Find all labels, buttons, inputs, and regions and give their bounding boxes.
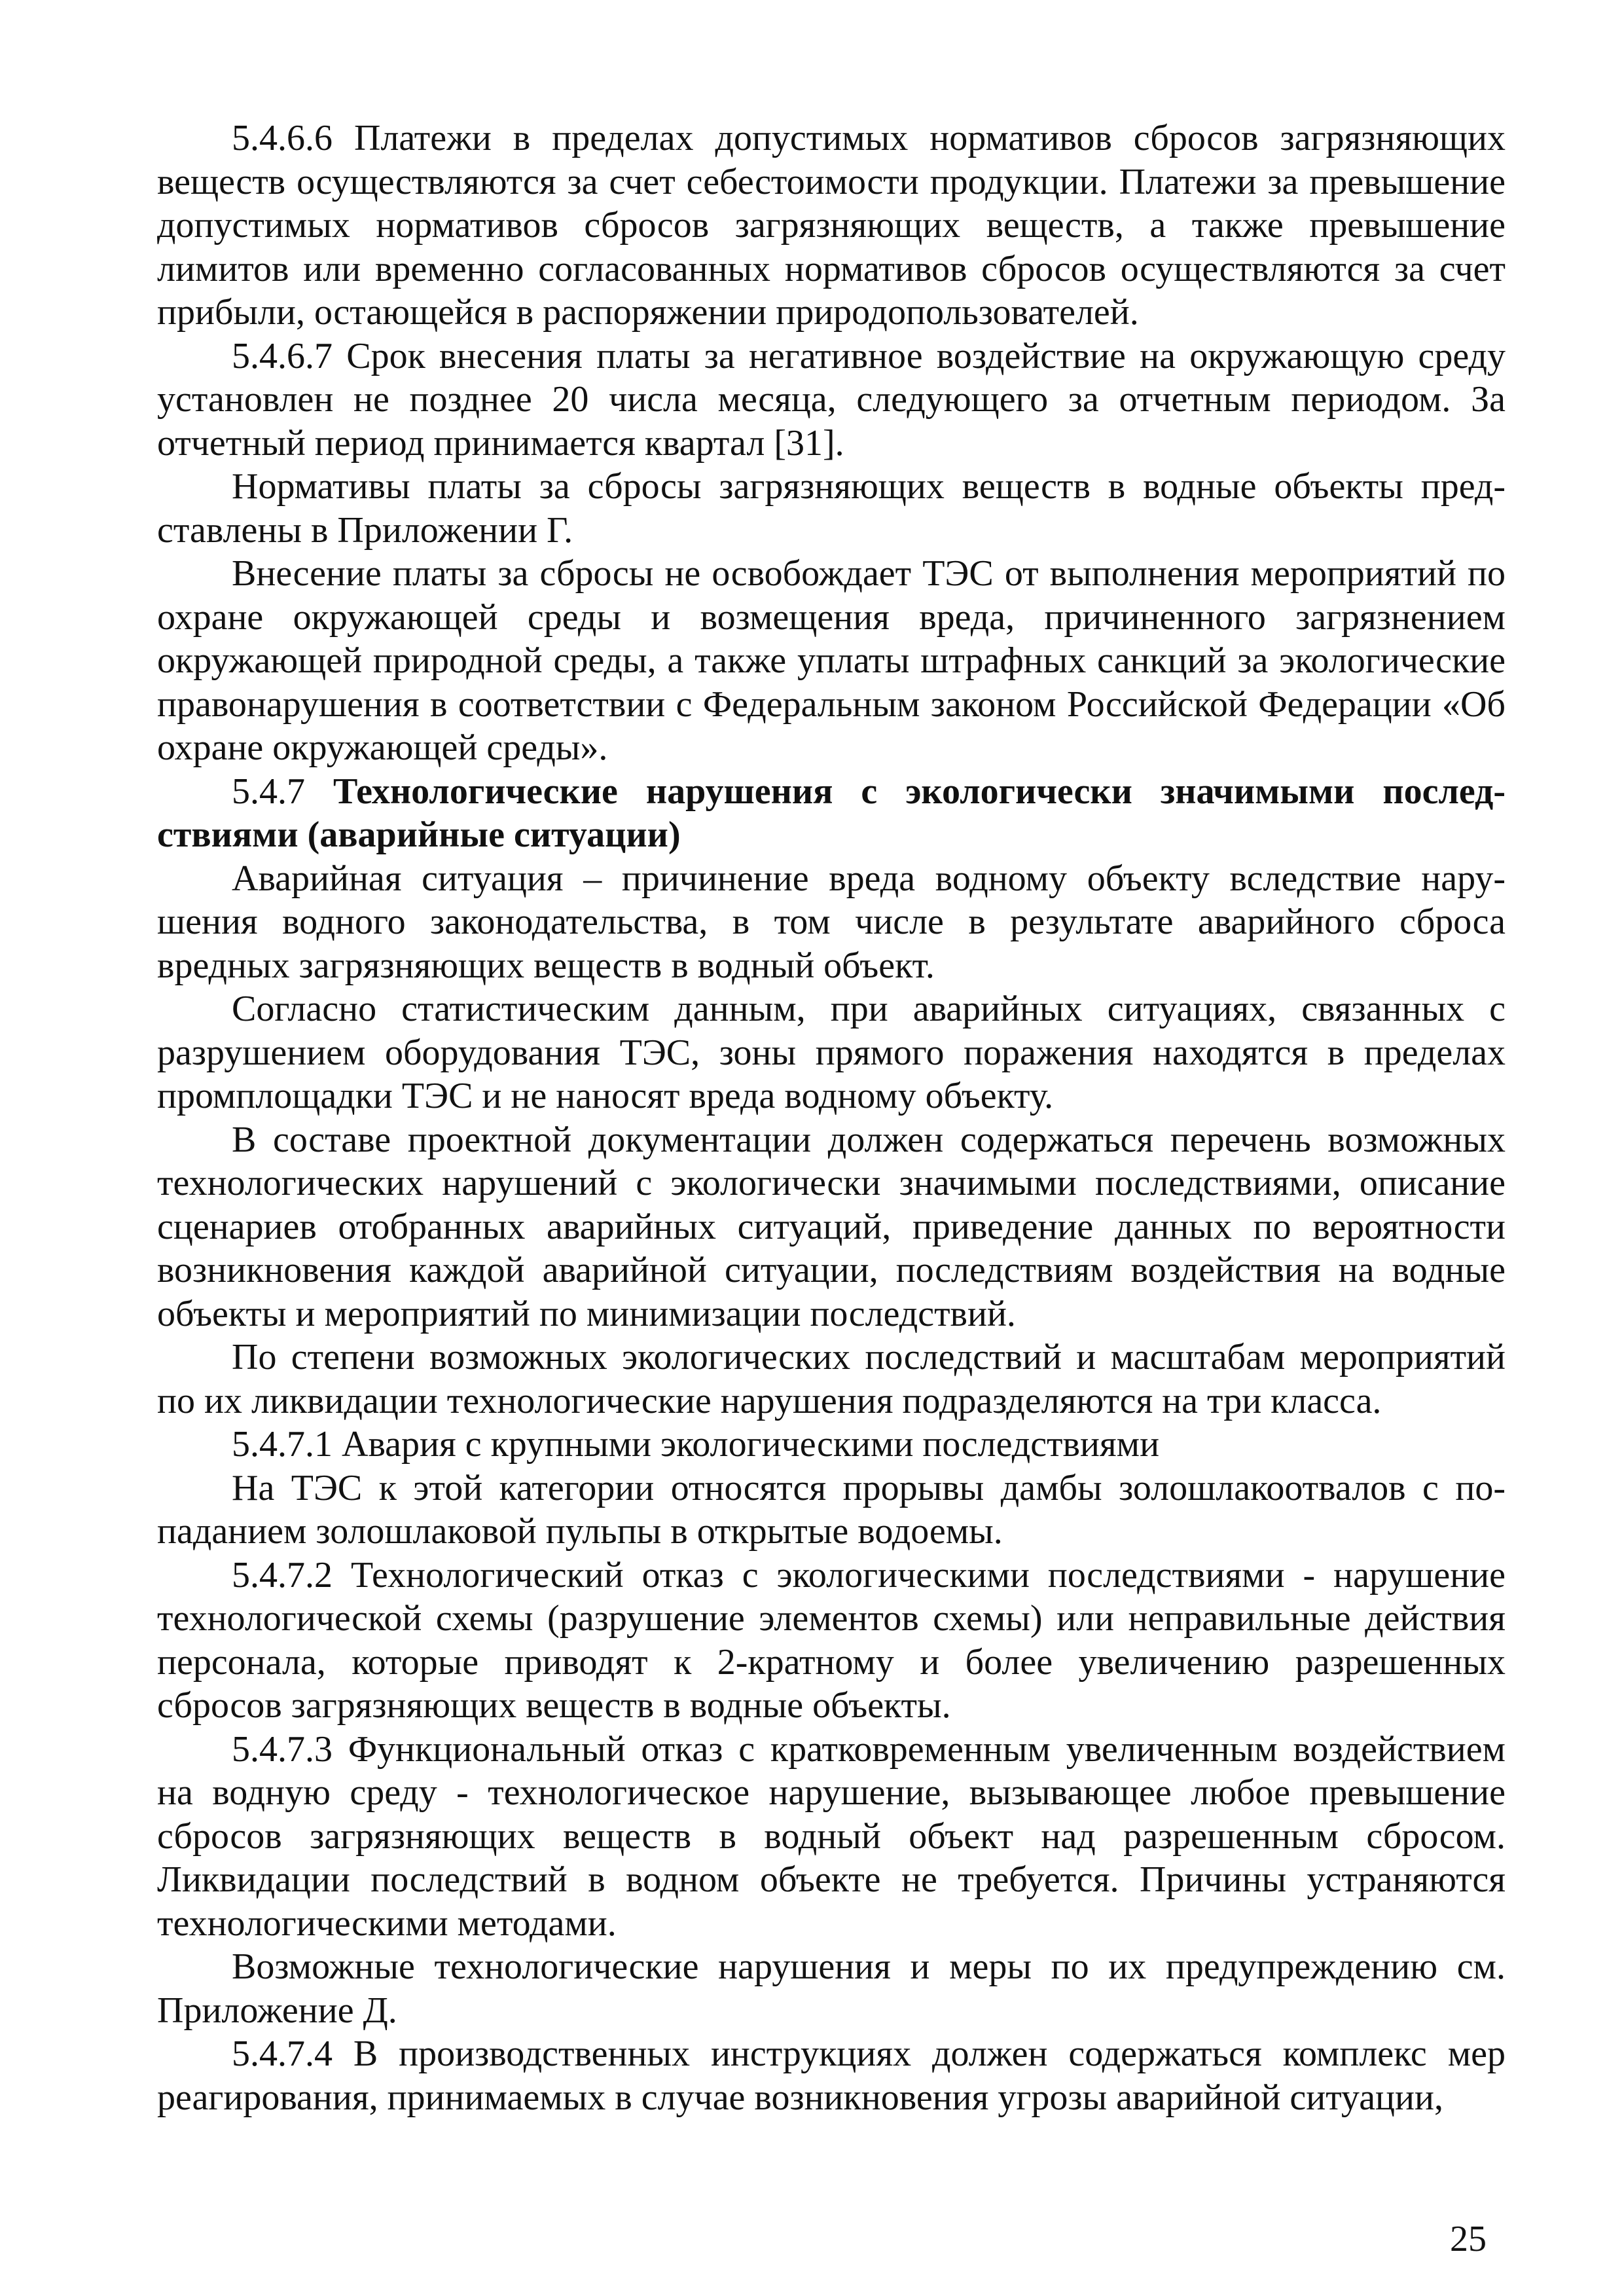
- page-number: 25: [1450, 2219, 1487, 2259]
- paragraph-5-4-7-3: 5.4.7.3 Функциональный отказ с кратковременным увеличенным воздействием на водную среду - технологическое нарушение, вызывающее любое превышение сбросов загрязняющих веществ в водный объект над разрешенным сбросом. Ликвидации последствий в водном объекте не требуется. Причины устраняются технологическими методами.: [157, 1728, 1506, 1944]
- paragraph-statistics: Согласно статистическим данным, при аварийных ситуациях, связанных с разрушением оборудования ТЭС, зоны прямого поражения находятся в пределах промплощадки ТЭС и не наносят вреда водному объекту.: [157, 989, 1506, 1116]
- paragraph-appendix-d: Возможные технологические нарушения и меры по их предупреждению см. Приложение Д.: [157, 1946, 1506, 2031]
- section-heading-5-4-7: [157, 770, 1506, 857]
- paragraph-5-4-6-7: 5.4.6.7 Срок внесения платы за негативное воздействие на окружающую среду установлен не позднее 20 числа месяца, следующего за отчетным периодом. За отчетный период принимается квартал [31].: [157, 335, 1506, 464]
- paragraph-dam-breach: На ТЭС к этой категории относятся прорывы дамбы золошлакоотвалов с попаданием золошлаковой пульпы в открытые водоемы.: [157, 1467, 1506, 1552]
- paragraph-norms: Нормативы платы за сбросы загрязняющих веществ в водные объекты представлены в Приложении Г.: [157, 466, 1506, 551]
- paragraph-5-4-6-6: 5.4.6.6 Платежи в пределах допустимых нормативов сбросов загрязняющих веществ осуществляются за счет себестоимости продукции. Платежи за превышение допустимых нормативов сбросов загрязняющих веществ, а также превышение лимитов или временно согласованных нормативов сбросов осуществляются за счет прибыли, остающейся в распоряжении природопользователей.: [157, 118, 1506, 333]
- paragraph-5-4-7-2: 5.4.7.2 Технологический отказ с экологическими последствиями - нарушение технологической схемы (разрушение элементов схемы) или неправильные действия персонала, которые приводят к 2-кратному и более увеличению разрешенных сбросов загрязняющих веществ в водные объекты.: [157, 1554, 1506, 1726]
- paragraph-classes: По степени возможных экологических последствий и масштабам мероприятий по их ликвидации технологические нарушения подразделяются на три класса.: [157, 1337, 1506, 1421]
- paragraph-project-docs: В составе проектной документации должен содержаться перечень возможных технологических нарушений с экологически значимыми последствиями, описание сценариев отобранных аварийных ситуаций, приведение данных по вероятности возникновения каждой аварийной ситуации, последствиям воздействия на водные объекты и мероприятий по минимизации последствий.: [157, 1119, 1506, 1334]
- document-page: [157, 117, 1506, 2119]
- paragraph-emergency-definition: Аварийная ситуация – причинение вреда водному объекту вследствие нарушения водного законодательства, в том числе в результате аварийного сброса вредных загрязняющих веществ в водный объект.: [157, 858, 1506, 986]
- section-number: 5.4.7: [232, 771, 305, 812]
- paragraph-payment: Внесение платы за сбросы не освобождает ТЭС от выполнения мероприятий по охране окружающей среды и возмещения вреда, причиненного загрязнением окружающей природной среды, а также уплаты штрафных санкций за экологические правонарушения в соответствии с Федеральным законом Российской Федерации «Об охране окружающей среды».: [157, 553, 1506, 768]
- section-title: Технологические нарушения с экологически значимыми последствиями (аварийные ситуации): [157, 771, 1506, 855]
- paragraph-5-4-7-4: 5.4.7.4 В производственных инструкциях должен содержаться комплекс мер реагирования, принимаемых в случае возникновения угрозы аварийной ситуации,: [157, 2033, 1506, 2118]
- paragraph-5-4-7-1: 5.4.7.1 Авария с крупными экологическими последствиями: [232, 1424, 1160, 1465]
